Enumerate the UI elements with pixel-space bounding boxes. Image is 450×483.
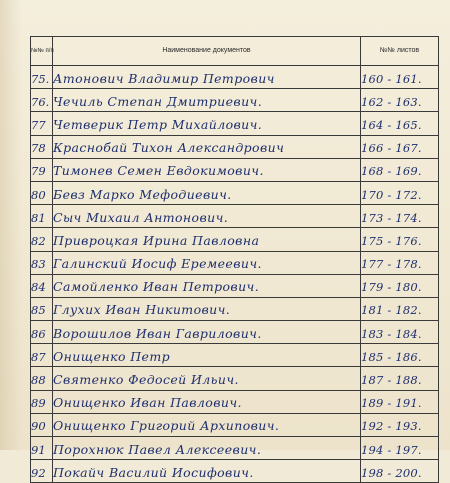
table-row (31, 228, 439, 251)
row-number: 88 (31, 373, 46, 388)
row-number-cell (31, 205, 53, 228)
row-document-name: Святенко Федосей Ильич. (53, 372, 239, 388)
row-sheet-range: 183 - 184. (361, 326, 422, 341)
table-row (31, 344, 439, 367)
table-row (31, 367, 439, 390)
row-sheet-range-cell (361, 205, 439, 228)
row-number-cell (31, 367, 53, 390)
row-sheet-range-cell (361, 158, 439, 181)
row-sheet-range: 162 - 163. (361, 94, 422, 109)
row-sheet-range-cell (361, 437, 439, 460)
row-number: 90 (31, 419, 46, 434)
row-sheet-range: 198 - 200. (361, 465, 422, 480)
row-sheet-range-cell (361, 181, 439, 204)
table-row (31, 274, 439, 297)
row-document-name-cell (53, 344, 361, 367)
table-row (31, 66, 439, 89)
row-sheet-range: 179 - 180. (361, 280, 422, 295)
row-number-cell (31, 274, 53, 297)
row-document-name: Бевз Марко Мефодиевич. (53, 186, 232, 202)
row-document-name-cell (53, 228, 361, 251)
row-number: 81 (31, 210, 46, 225)
row-number-cell (31, 390, 53, 413)
row-document-name-cell (53, 181, 361, 204)
row-number-cell (31, 135, 53, 158)
row-document-name: Ворошилов Иван Гаврилович. (53, 325, 262, 341)
row-document-name-cell (53, 321, 361, 344)
table-row (31, 321, 439, 344)
row-document-name: Привроцкая Ирина Павловна (53, 232, 260, 248)
row-number: 92 (31, 465, 46, 480)
row-document-name: Галинский Иосиф Еремеевич. (53, 256, 262, 272)
row-sheet-range: 170 - 172. (361, 187, 422, 202)
row-number: 84 (31, 280, 46, 295)
row-sheet-range: 160 - 161. (361, 71, 422, 86)
row-sheet-range-cell (361, 89, 439, 112)
row-number: 89 (31, 396, 46, 411)
row-sheet-range: 192 - 193. (361, 419, 422, 434)
table-row (31, 89, 439, 112)
row-number-cell (31, 89, 53, 112)
table-row (31, 158, 439, 181)
row-document-name: Онищенко Григорий Архипович. (53, 418, 280, 434)
row-number: 91 (31, 442, 46, 457)
row-number-cell (31, 321, 53, 344)
table-row (31, 297, 439, 320)
row-number: 75. (31, 71, 50, 86)
row-sheet-range-cell (361, 321, 439, 344)
table-row (31, 135, 439, 158)
row-document-name-cell (53, 135, 361, 158)
row-sheet-range-cell (361, 344, 439, 367)
row-number: 80 (31, 187, 46, 202)
header-number: №№ п/п (31, 37, 53, 66)
row-number: 76. (31, 94, 50, 109)
row-document-name-cell (53, 413, 361, 436)
row-document-name-cell (53, 460, 361, 483)
row-number-cell (31, 158, 53, 181)
row-sheet-range: 173 - 174. (361, 210, 422, 225)
table-row (31, 205, 439, 228)
row-number-cell (31, 413, 53, 436)
row-sheet-range-cell (361, 251, 439, 274)
row-document-name-cell (53, 205, 361, 228)
row-number-cell (31, 344, 53, 367)
row-document-name-cell (53, 274, 361, 297)
row-document-name: Четверик Петр Михайлович. (53, 116, 263, 132)
row-document-name: Сыч Михаил Антонович. (53, 209, 229, 225)
row-sheet-range-cell (361, 413, 439, 436)
row-document-name-cell (53, 437, 361, 460)
row-sheet-range-cell (361, 274, 439, 297)
row-number: 82 (31, 233, 46, 248)
row-sheet-range: 185 - 186. (361, 349, 422, 364)
register-table (30, 36, 439, 483)
row-number: 77 (31, 117, 46, 132)
row-sheet-range: 164 - 165. (361, 117, 422, 132)
row-sheet-range: 177 - 178. (361, 257, 422, 272)
row-document-name-cell (53, 112, 361, 135)
row-document-name: Краснобай Тихон Александрович (53, 140, 285, 156)
table-row (31, 413, 439, 436)
row-document-name: Покайч Василий Иосифович. (53, 464, 254, 480)
table-row (31, 112, 439, 135)
row-sheet-range: 175 - 176. (361, 233, 422, 248)
table-row (31, 390, 439, 413)
row-sheet-range-cell (361, 367, 439, 390)
row-sheet-range-cell (361, 460, 439, 483)
row-document-name: Глухих Иван Никитович. (53, 302, 231, 318)
row-document-name: Порохнюк Павел Алексеевич. (53, 441, 262, 457)
row-number-cell (31, 112, 53, 135)
header-sheets: №№ листов (361, 37, 439, 66)
row-sheet-range-cell (361, 228, 439, 251)
table-row (31, 251, 439, 274)
row-sheet-range: 194 - 197. (361, 442, 422, 457)
row-number: 86 (31, 326, 46, 341)
row-document-name: Онищенко Петр (53, 348, 170, 364)
row-document-name-cell (53, 390, 361, 413)
row-number-cell (31, 181, 53, 204)
row-document-name-cell (53, 66, 361, 89)
row-document-name-cell (53, 297, 361, 320)
row-number-cell (31, 251, 53, 274)
table-row (31, 437, 439, 460)
row-document-name-cell (53, 251, 361, 274)
paper-edge-shading (0, 0, 22, 450)
header-document: Наименование документов (53, 37, 361, 66)
row-sheet-range: 187 - 188. (361, 373, 422, 388)
row-number-cell (31, 228, 53, 251)
row-number: 79 (31, 164, 46, 179)
row-number: 78 (31, 141, 46, 156)
row-number-cell (31, 297, 53, 320)
table-header-row (31, 37, 439, 66)
row-document-name: Атонович Владимир Петрович (53, 70, 275, 86)
row-document-name-cell (53, 89, 361, 112)
row-document-name: Онищенко Иван Павлович. (53, 395, 242, 411)
table-row (31, 181, 439, 204)
row-document-name-cell (53, 158, 361, 181)
row-sheet-range: 166 - 167. (361, 141, 422, 156)
row-sheet-range: 181 - 182. (361, 303, 422, 318)
row-sheet-range-cell (361, 135, 439, 158)
row-document-name-cell (53, 367, 361, 390)
row-number-cell (31, 437, 53, 460)
row-document-name: Чечиль Степан Дмитриевич. (53, 93, 263, 109)
row-sheet-range: 189 - 191. (361, 396, 422, 411)
row-number: 87 (31, 349, 46, 364)
table-row (31, 460, 439, 483)
row-number: 85 (31, 303, 46, 318)
row-number: 83 (31, 257, 46, 272)
row-sheet-range-cell (361, 390, 439, 413)
row-sheet-range-cell (361, 66, 439, 89)
row-number-cell (31, 460, 53, 483)
row-document-name: Самойленко Иван Петрович. (53, 279, 260, 295)
row-number-cell (31, 66, 53, 89)
row-sheet-range-cell (361, 297, 439, 320)
row-sheet-range: 168 - 169. (361, 164, 422, 179)
row-sheet-range-cell (361, 112, 439, 135)
row-document-name: Тимонев Семен Евдокимович. (53, 163, 264, 179)
